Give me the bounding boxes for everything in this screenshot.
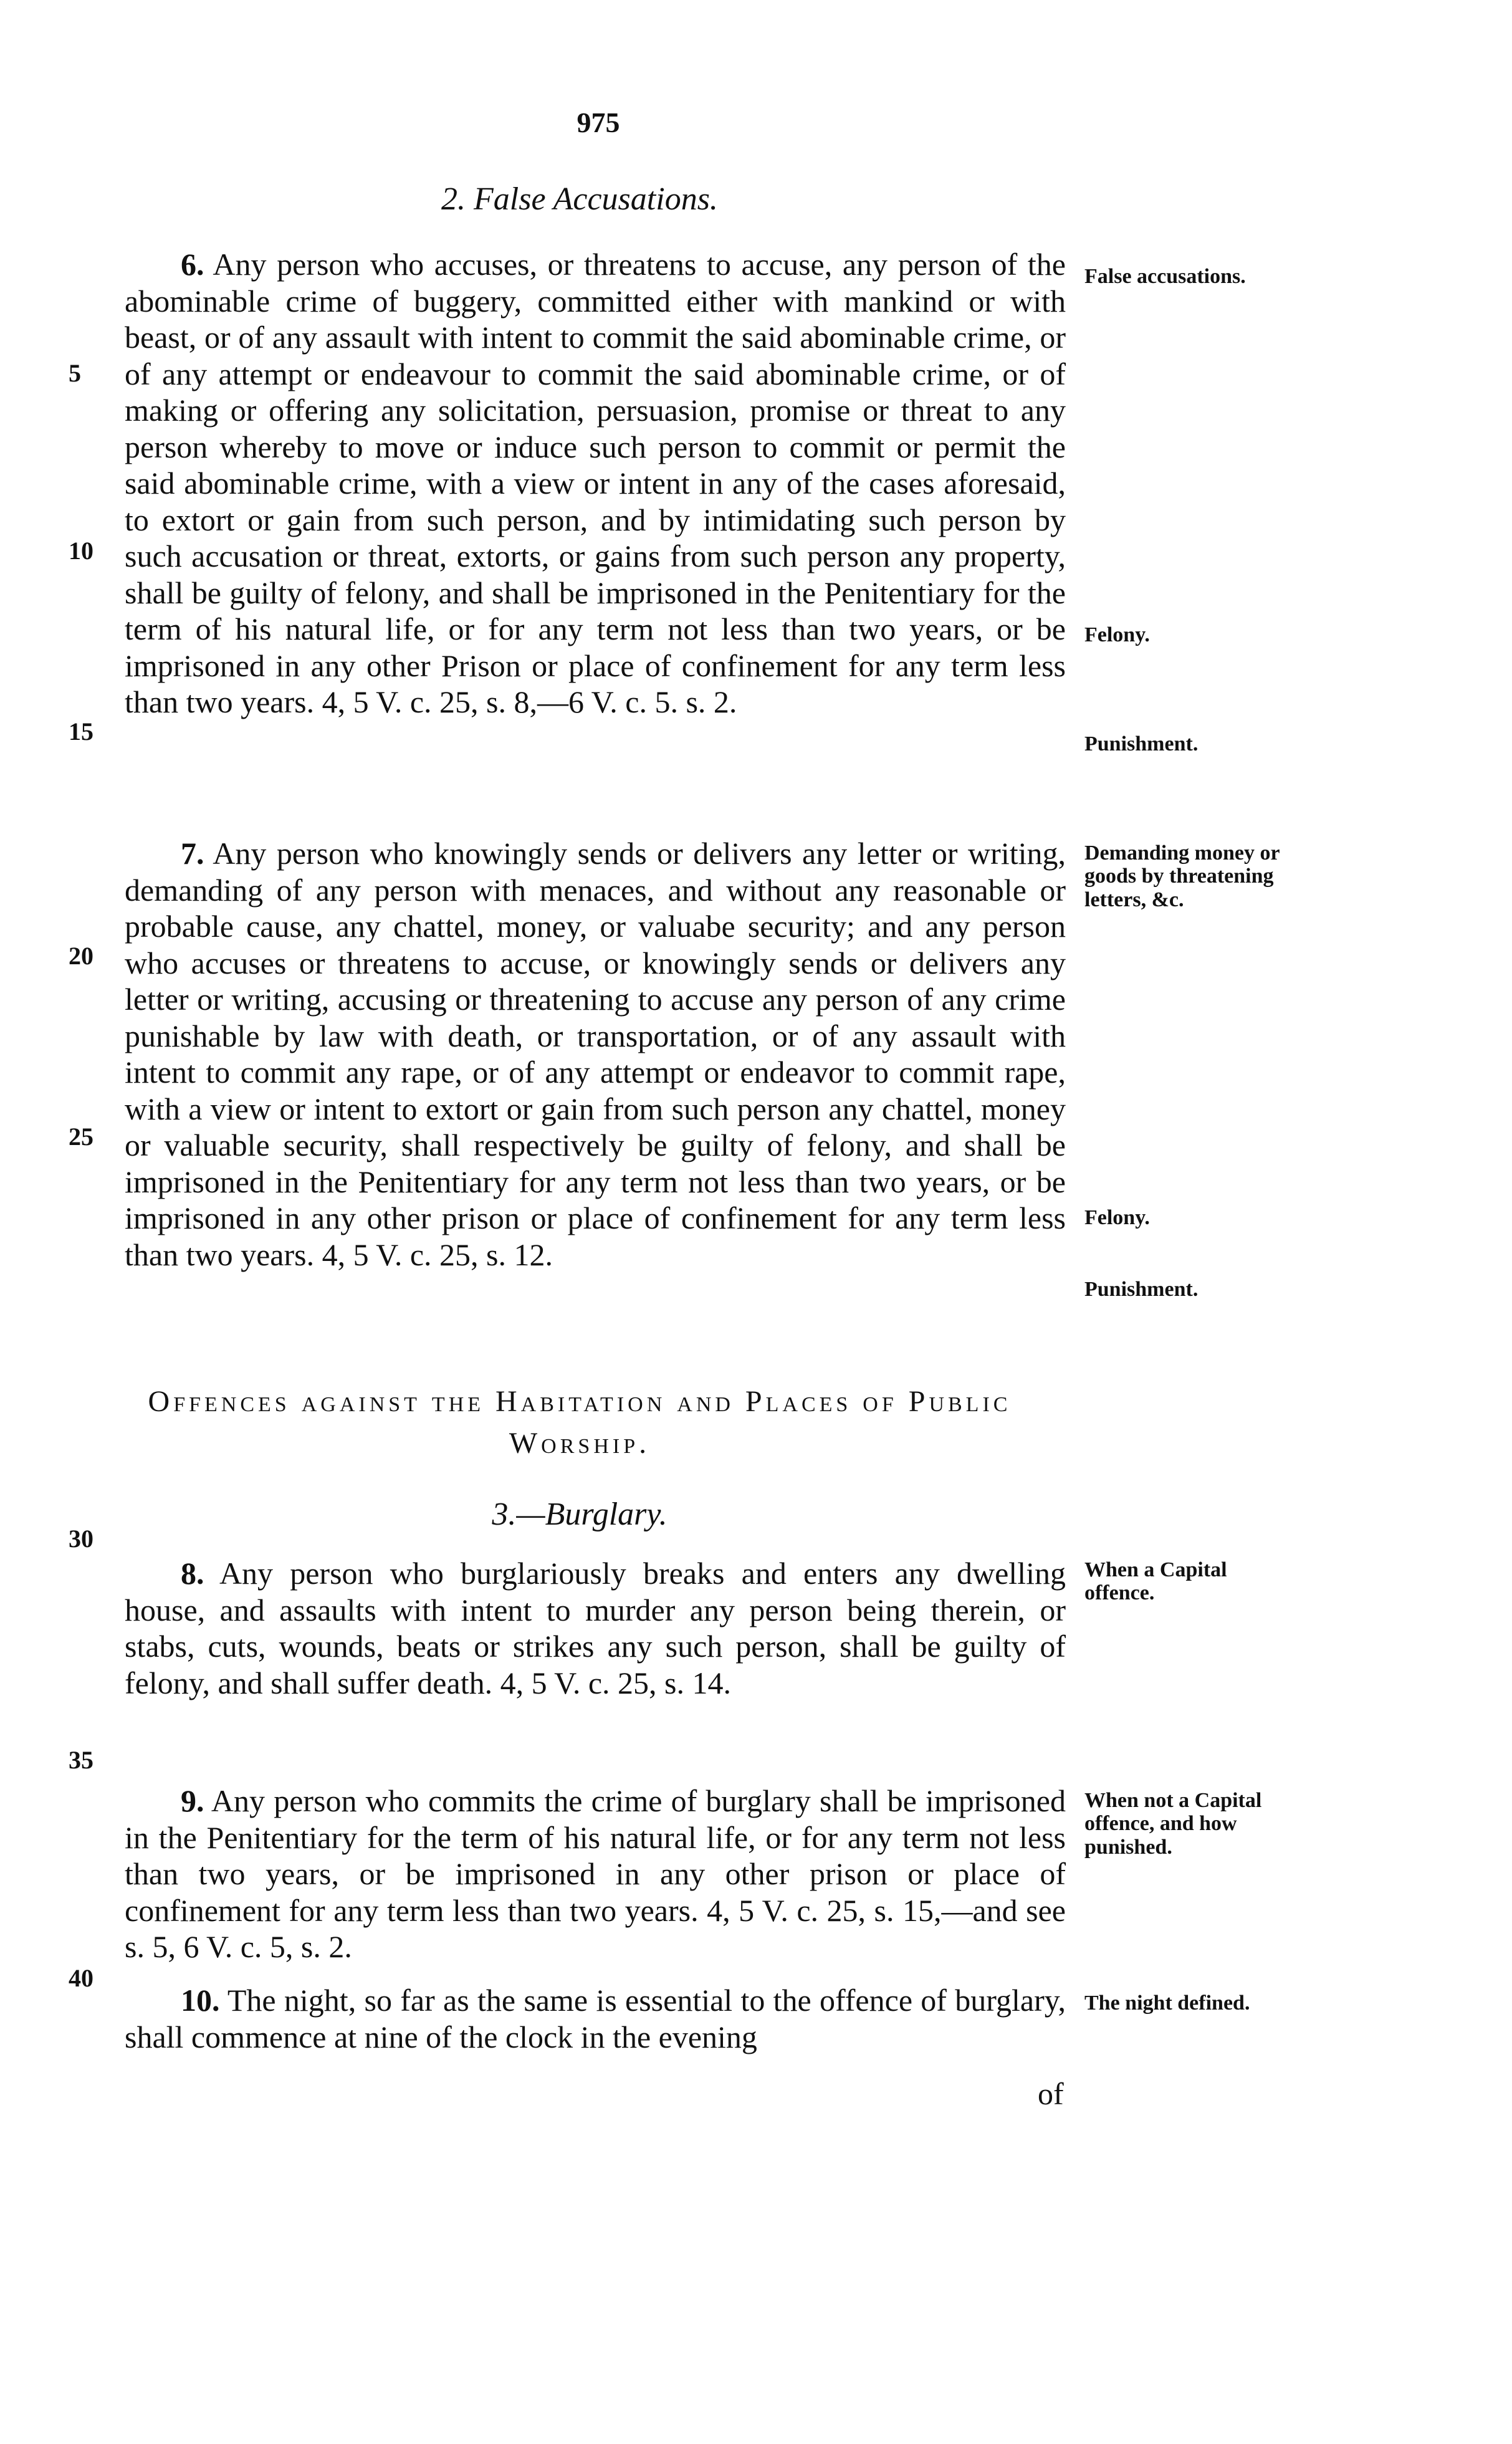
line-number: 40 [69,1964,93,1992]
paragraph-text: Any person who accuses, or threatens to accuse, any person of the abominable crime of buggery, committed either with mankind or with beast, or of any assault with intent to commit the said abominable crime, or of any attempt or endeavour to commit the said abominable crime, or of making or offering any solicitation, persuasion, promise or threat to any person whereby to move or induce such person to commit or permit the said abominable crime, with a view or intent in any of the cases aforesaid, to extort or gain from such person, and by intimidating such person by such accusation or threat, extorts, or gains from such person any property, shall be guilty of felony, and shall be imprisoned in the Penitentiary for the term of his natural life, or for any term not less than two years, or be imprisoned in any other Prison or place of confinement for any term less than two years. 4, 5 V. c. 25, s. 8,—6 V. c. 5. s. 2. [125,247,1066,719]
section-number: 10. [181,1983,220,2018]
paragraph-text: Any person who burglariously breaks and enters any dwelling house, and assaults with intent to murder any person being therein, or stabs, cuts, wounds, beats or strikes any such person, shall be guilty of felony, and shall suffer death. 4, 5 V. c. 25, s. 14. [125,1556,1066,1700]
margin-note-demanding: Demanding money or goods by threatening letters, &c. [1084,841,1280,911]
line-number: 10 [69,537,93,565]
section-title-false-accusations: 2. False Accusations. [441,181,718,217]
margin-note-capital-offence: When a Capital offence. [1084,1558,1227,1605]
catchword: of [1038,2076,1064,2111]
page-number: 975 [577,107,620,138]
paragraph-6 [125,246,1066,721]
line-number: 20 [69,942,93,970]
section-number: 9. [181,1783,204,1818]
paragraph-9 [125,1783,1066,1965]
line-number: 30 [69,1525,93,1553]
paragraph-8 [125,1555,1066,1701]
section-number: 6. [181,247,204,282]
margin-note-felony: Felony. [1084,623,1150,646]
offences-heading-line-2: Worship. [509,1427,651,1460]
line-number: 15 [69,717,93,745]
paragraph-10 [125,1982,1066,2055]
margin-note-felony: Felony. [1084,1206,1150,1229]
paragraph-7 [125,835,1066,1273]
paragraph-text: Any person who commits the crime of burglary shall be imprisoned in the Penitentiary for the term of his natural life, or for any term not less than two years, or be imprisoned in any other prison or place of confinement for any term less than two years. 4, 5 V. c. 25, s. 15,—and see s. 5, 6 V. c. 5, s. 2. [125,1783,1066,1964]
margin-note-not-capital-offence: When not a Capital offence, and how punished. [1084,1789,1262,1859]
margin-note-night-defined: The night defined. [1084,1991,1250,2015]
margin-note-false-accusations: False accusations. [1084,265,1246,288]
margin-note-punishment: Punishment. [1084,732,1199,755]
section-title-burglary: 3.—Burglary. [492,1497,667,1532]
line-number: 35 [69,1746,93,1774]
line-number: 25 [69,1123,93,1151]
paragraph-text: Any person who knowingly sends or delivers any letter or writing, demanding of any person with menaces, and without any reasonable or probable cause, any chattel, money, or valuabe security; and any person who accuses or threatens to accuse, or knowingly sends or delivers any letter or writing, accusing or threatening to accuse any person of any crime punishable by law with death, or transportation, or of any assault with intent to commit any rape, or of any attempt or endeavor to commit rape, with a view or intent to extort or gain from such person any chattel, money or valuable security, shall respectively be guilty of felony, and shall be imprisoned in the Penitentiary for any term not less than two years, or be imprisoned in any other prison or place of confinement for any term less than two years. 4, 5 V. c. 25, s. 12. [125,836,1066,1272]
section-number: 8. [181,1556,204,1591]
section-number: 7. [181,836,204,871]
paragraph-text: The night, so far as the same is essential to the offence of burglary, shall commence at nine of the clock in the evening [125,1983,1066,2054]
offences-heading-line-1: Offences against the Habitation and Places of Public [148,1385,1012,1418]
line-number: 5 [69,359,81,387]
margin-note-punishment: Punishment. [1084,1278,1199,1301]
